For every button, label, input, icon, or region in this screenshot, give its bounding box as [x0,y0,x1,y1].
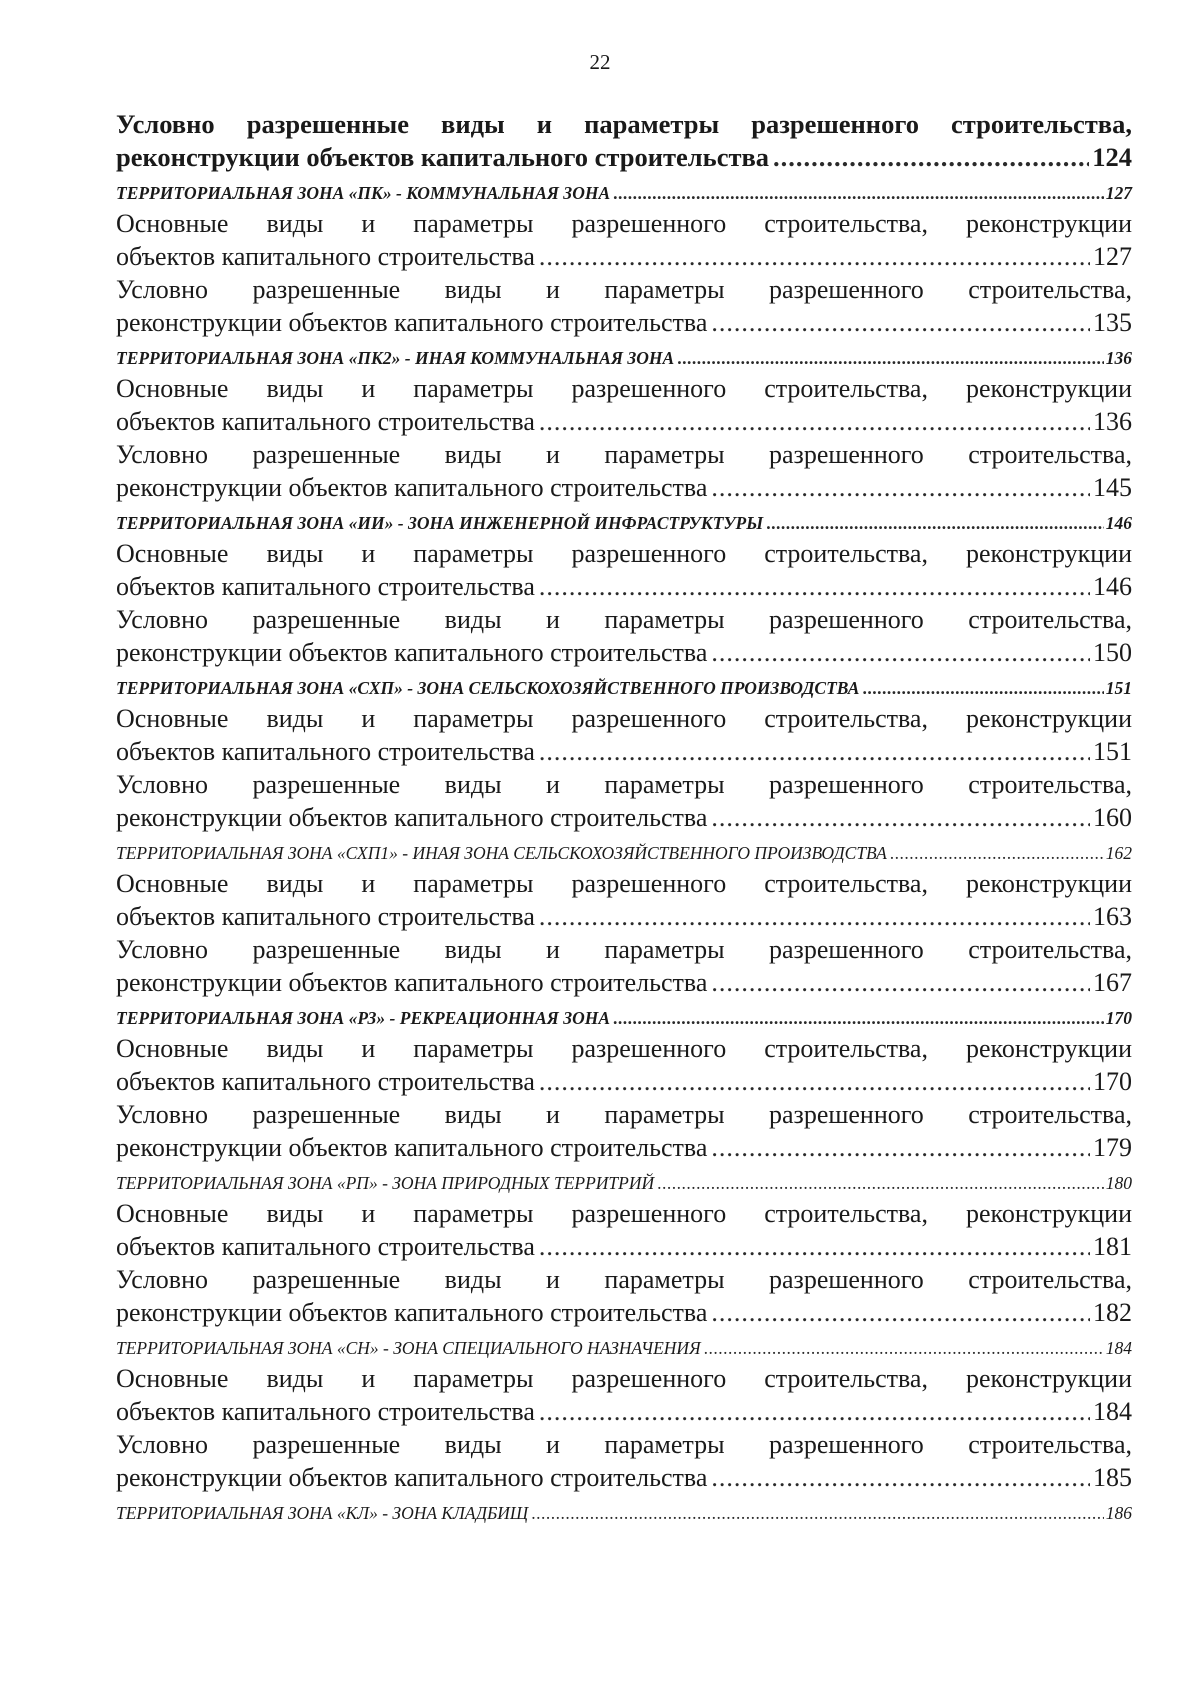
toc-entry [116,1263,1132,1329]
toc-entry [116,1032,1132,1098]
zone-heading-text: ТЕРРИТОРИАЛЬНАЯ ЗОНА «ПК2» - ИНАЯ КОММУНАЛЬНАЯ ЗОНА [116,348,675,368]
dot-leader [711,1131,1090,1164]
dot-leader [539,1230,1090,1263]
entry-line-2 [116,1461,1132,1494]
dot-leader [539,735,1090,768]
toc-entry [116,933,1132,999]
entry-line-1: Условно разрешенные виды и параметры разрешенного строительства, [116,1430,1132,1459]
entry-line-2-text: реконструкции объектов капитального строительства [116,1133,708,1162]
entry-line-1: Условно разрешенные виды и параметры разрешенного строительства, [116,605,1132,634]
entry-line-2 [116,1230,1132,1263]
dot-leader [890,837,1104,870]
zone-heading-text: ТЕРРИТОРИАЛЬНАЯ ЗОНА «КЛ» - ЗОНА КЛАДБИЩ [116,1503,529,1523]
entry-line-1: Условно разрешенные виды и параметры разрешенного строительства, [116,935,1132,964]
toc-entry [116,1428,1132,1494]
entry-line-2 [116,141,1132,174]
dot-leader [531,1497,1104,1530]
entry-line-2-text: реконструкции объектов капитального строительства [116,1298,708,1327]
page-ref: 150 [1093,638,1132,667]
toc-entry [116,702,1132,768]
toc-entry [116,867,1132,933]
page-ref: 184 [1093,1397,1132,1426]
dot-leader [539,1395,1090,1428]
zone-heading-text: ТЕРРИТОРИАЛЬНАЯ ЗОНА «СН» - ЗОНА СПЕЦИАЛЬНОГО НАЗНАЧЕНИЯ [116,1338,701,1358]
zone-heading-text: ТЕРРИТОРИАЛЬНАЯ ЗОНА «ИИ» - ЗОНА ИНЖЕНЕРНОЙ ИНФРАСТРУКТУРЫ [116,513,764,533]
page-ref: 146 [1105,513,1132,533]
dot-leader [862,672,1103,705]
entry-line-2 [116,570,1132,603]
toc-entry [116,108,1132,174]
toc-zone-heading [116,999,1132,1032]
toc-zone-heading [116,669,1132,702]
toc-entry [116,603,1132,669]
dot-leader [539,570,1090,603]
entry-line-2-text: объектов капитального строительства [116,1067,535,1096]
entry-line-2-text: реконструкции объектов капитального строительства [116,638,708,667]
zone-heading-text: ТЕРРИТОРИАЛЬНАЯ ЗОНА «РЗ» - РЕКРЕАЦИОННАЯ ЗОНА [116,1008,611,1028]
dot-leader [711,801,1090,834]
entry-line-1: Основные виды и параметры разрешенного строительства, реконструкции [116,539,1132,568]
toc-entry [116,768,1132,834]
entry-line-2 [116,735,1132,768]
dot-leader [711,306,1090,339]
entry-line-2 [116,471,1132,504]
entry-line-2-text: объектов капитального строительства [116,737,535,766]
page-ref: 167 [1093,968,1132,997]
page-ref: 182 [1093,1298,1132,1327]
toc-entry [116,207,1132,273]
page-ref: 135 [1093,308,1132,337]
dot-leader [711,1296,1090,1329]
page-ref: 186 [1105,1503,1132,1523]
page-ref: 181 [1093,1232,1132,1261]
entry-line-2-text: объектов капитального строительства [116,407,535,436]
dot-leader [773,141,1089,174]
entry-line-1: Условно разрешенные виды и параметры разрешенного строительства, [116,440,1132,469]
page-ref: 179 [1093,1133,1132,1162]
entry-line-2-text: объектов капитального строительства [116,1232,535,1261]
entry-line-1: Основные виды и параметры разрешенного строительства, реконструкции [116,374,1132,403]
entry-line-1: Условно разрешенные виды и параметры разрешенного строительства, [116,1100,1132,1129]
toc-zone-heading [116,1494,1132,1527]
entry-line-2 [116,1131,1132,1164]
toc-entry [116,1197,1132,1263]
entry-line-2-text: реконструкции объектов капитального строительства [116,803,708,832]
entry-line-1: Условно разрешенные виды и параметры разрешенного строительства, [116,109,1132,139]
entry-line-2-text: объектов капитального строительства [116,902,535,931]
dot-leader [539,1065,1090,1098]
dot-leader [704,1332,1104,1365]
page-ref: 162 [1105,843,1132,863]
page-ref: 124 [1092,142,1132,172]
page-ref: 184 [1105,1338,1132,1358]
zone-heading-text: ТЕРРИТОРИАЛЬНАЯ ЗОНА «СХП» - ЗОНА СЕЛЬСКОХОЗЯЙСТВЕННОГО ПРОИЗВОДСТВА [116,678,860,698]
zone-heading-text: ТЕРРИТОРИАЛЬНАЯ ЗОНА «РП» - ЗОНА ПРИРОДНЫХ ТЕРРИТРИЙ [116,1173,655,1193]
entry-line-1: Основные виды и параметры разрешенного строительства, реконструкции [116,209,1132,238]
toc-zone-heading [116,504,1132,537]
table-of-contents [116,108,1132,1527]
entry-line-2 [116,306,1132,339]
toc-entry [116,273,1132,339]
entry-line-2-text: объектов капитального строительства [116,242,535,271]
entry-line-2-text: реконструкции объектов капитального строительства [116,968,708,997]
entry-line-2 [116,966,1132,999]
entry-line-2 [116,636,1132,669]
dot-leader [539,405,1090,438]
dot-leader [711,966,1090,999]
dot-leader [539,240,1090,273]
entry-line-2 [116,1065,1132,1098]
page-ref: 180 [1105,1173,1132,1193]
zone-heading-text: ТЕРРИТОРИАЛЬНАЯ ЗОНА «СХП1» - ИНАЯ ЗОНА СЕЛЬСКОХОЗЯЙСТВЕННОГО ПРОИЗВОДСТВА [116,843,887,863]
toc-entry [116,537,1132,603]
zone-heading-text: ТЕРРИТОРИАЛЬНАЯ ЗОНА «ПК» - КОММУНАЛЬНАЯ ЗОНА [116,183,611,203]
toc-zone-heading [116,1329,1132,1362]
dot-leader [711,471,1090,504]
dot-leader [766,507,1104,540]
entry-line-1: Условно разрешенные виды и параметры разрешенного строительства, [116,1265,1132,1294]
page-ref: 160 [1093,803,1132,832]
dot-leader [657,1167,1104,1200]
dot-leader [711,1461,1090,1494]
dot-leader [711,636,1090,669]
entry-line-2 [116,240,1132,273]
toc-entry [116,1362,1132,1428]
dot-leader [539,900,1090,933]
entry-line-1: Условно разрешенные виды и параметры разрешенного строительства, [116,770,1132,799]
page-ref: 145 [1093,473,1132,502]
entry-line-1: Основные виды и параметры разрешенного строительства, реконструкции [116,704,1132,733]
page-number: 22 [589,50,611,74]
entry-line-1: Основные виды и параметры разрешенного строительства, реконструкции [116,1199,1132,1228]
page-ref: 146 [1093,572,1132,601]
entry-line-2-text: объектов капитального строительства [116,1397,535,1426]
page-ref: 185 [1093,1463,1132,1492]
entry-line-2-text: объектов капитального строительства [116,572,535,601]
entry-line-1: Основные виды и параметры разрешенного строительства, реконструкции [116,869,1132,898]
entry-line-2-text: реконструкции объектов капитального строительства [116,473,708,502]
entry-line-2 [116,801,1132,834]
dot-leader [677,342,1104,375]
page-ref: 170 [1105,1008,1132,1028]
entry-line-2-text: реконструкции объектов капитального строительства [116,142,770,172]
page-ref: 127 [1105,183,1132,203]
toc-zone-heading [116,339,1132,372]
page-ref: 170 [1093,1067,1132,1096]
entry-line-1: Основные виды и параметры разрешенного строительства, реконструкции [116,1034,1132,1063]
toc-zone-heading [116,1164,1132,1197]
entry-line-2-text: реконструкции объектов капитального строительства [116,1463,708,1492]
page-ref: 151 [1093,737,1132,766]
toc-entry [116,372,1132,438]
toc-entry [116,438,1132,504]
entry-line-1: Основные виды и параметры разрешенного строительства, реконструкции [116,1364,1132,1393]
entry-line-2 [116,405,1132,438]
page-ref: 127 [1093,242,1132,271]
page-ref: 151 [1105,678,1132,698]
entry-line-2 [116,1296,1132,1329]
dot-leader [613,177,1104,210]
toc-zone-heading [116,834,1132,867]
page-ref: 136 [1093,407,1132,436]
toc-entry [116,1098,1132,1164]
toc-zone-heading [116,174,1132,207]
entry-line-2-text: реконструкции объектов капитального строительства [116,308,708,337]
page-ref: 136 [1105,348,1132,368]
dot-leader [613,1002,1104,1035]
entry-line-1: Условно разрешенные виды и параметры разрешенного строительства, [116,275,1132,304]
entry-line-2 [116,900,1132,933]
page-ref: 163 [1093,902,1132,931]
entry-line-2 [116,1395,1132,1428]
